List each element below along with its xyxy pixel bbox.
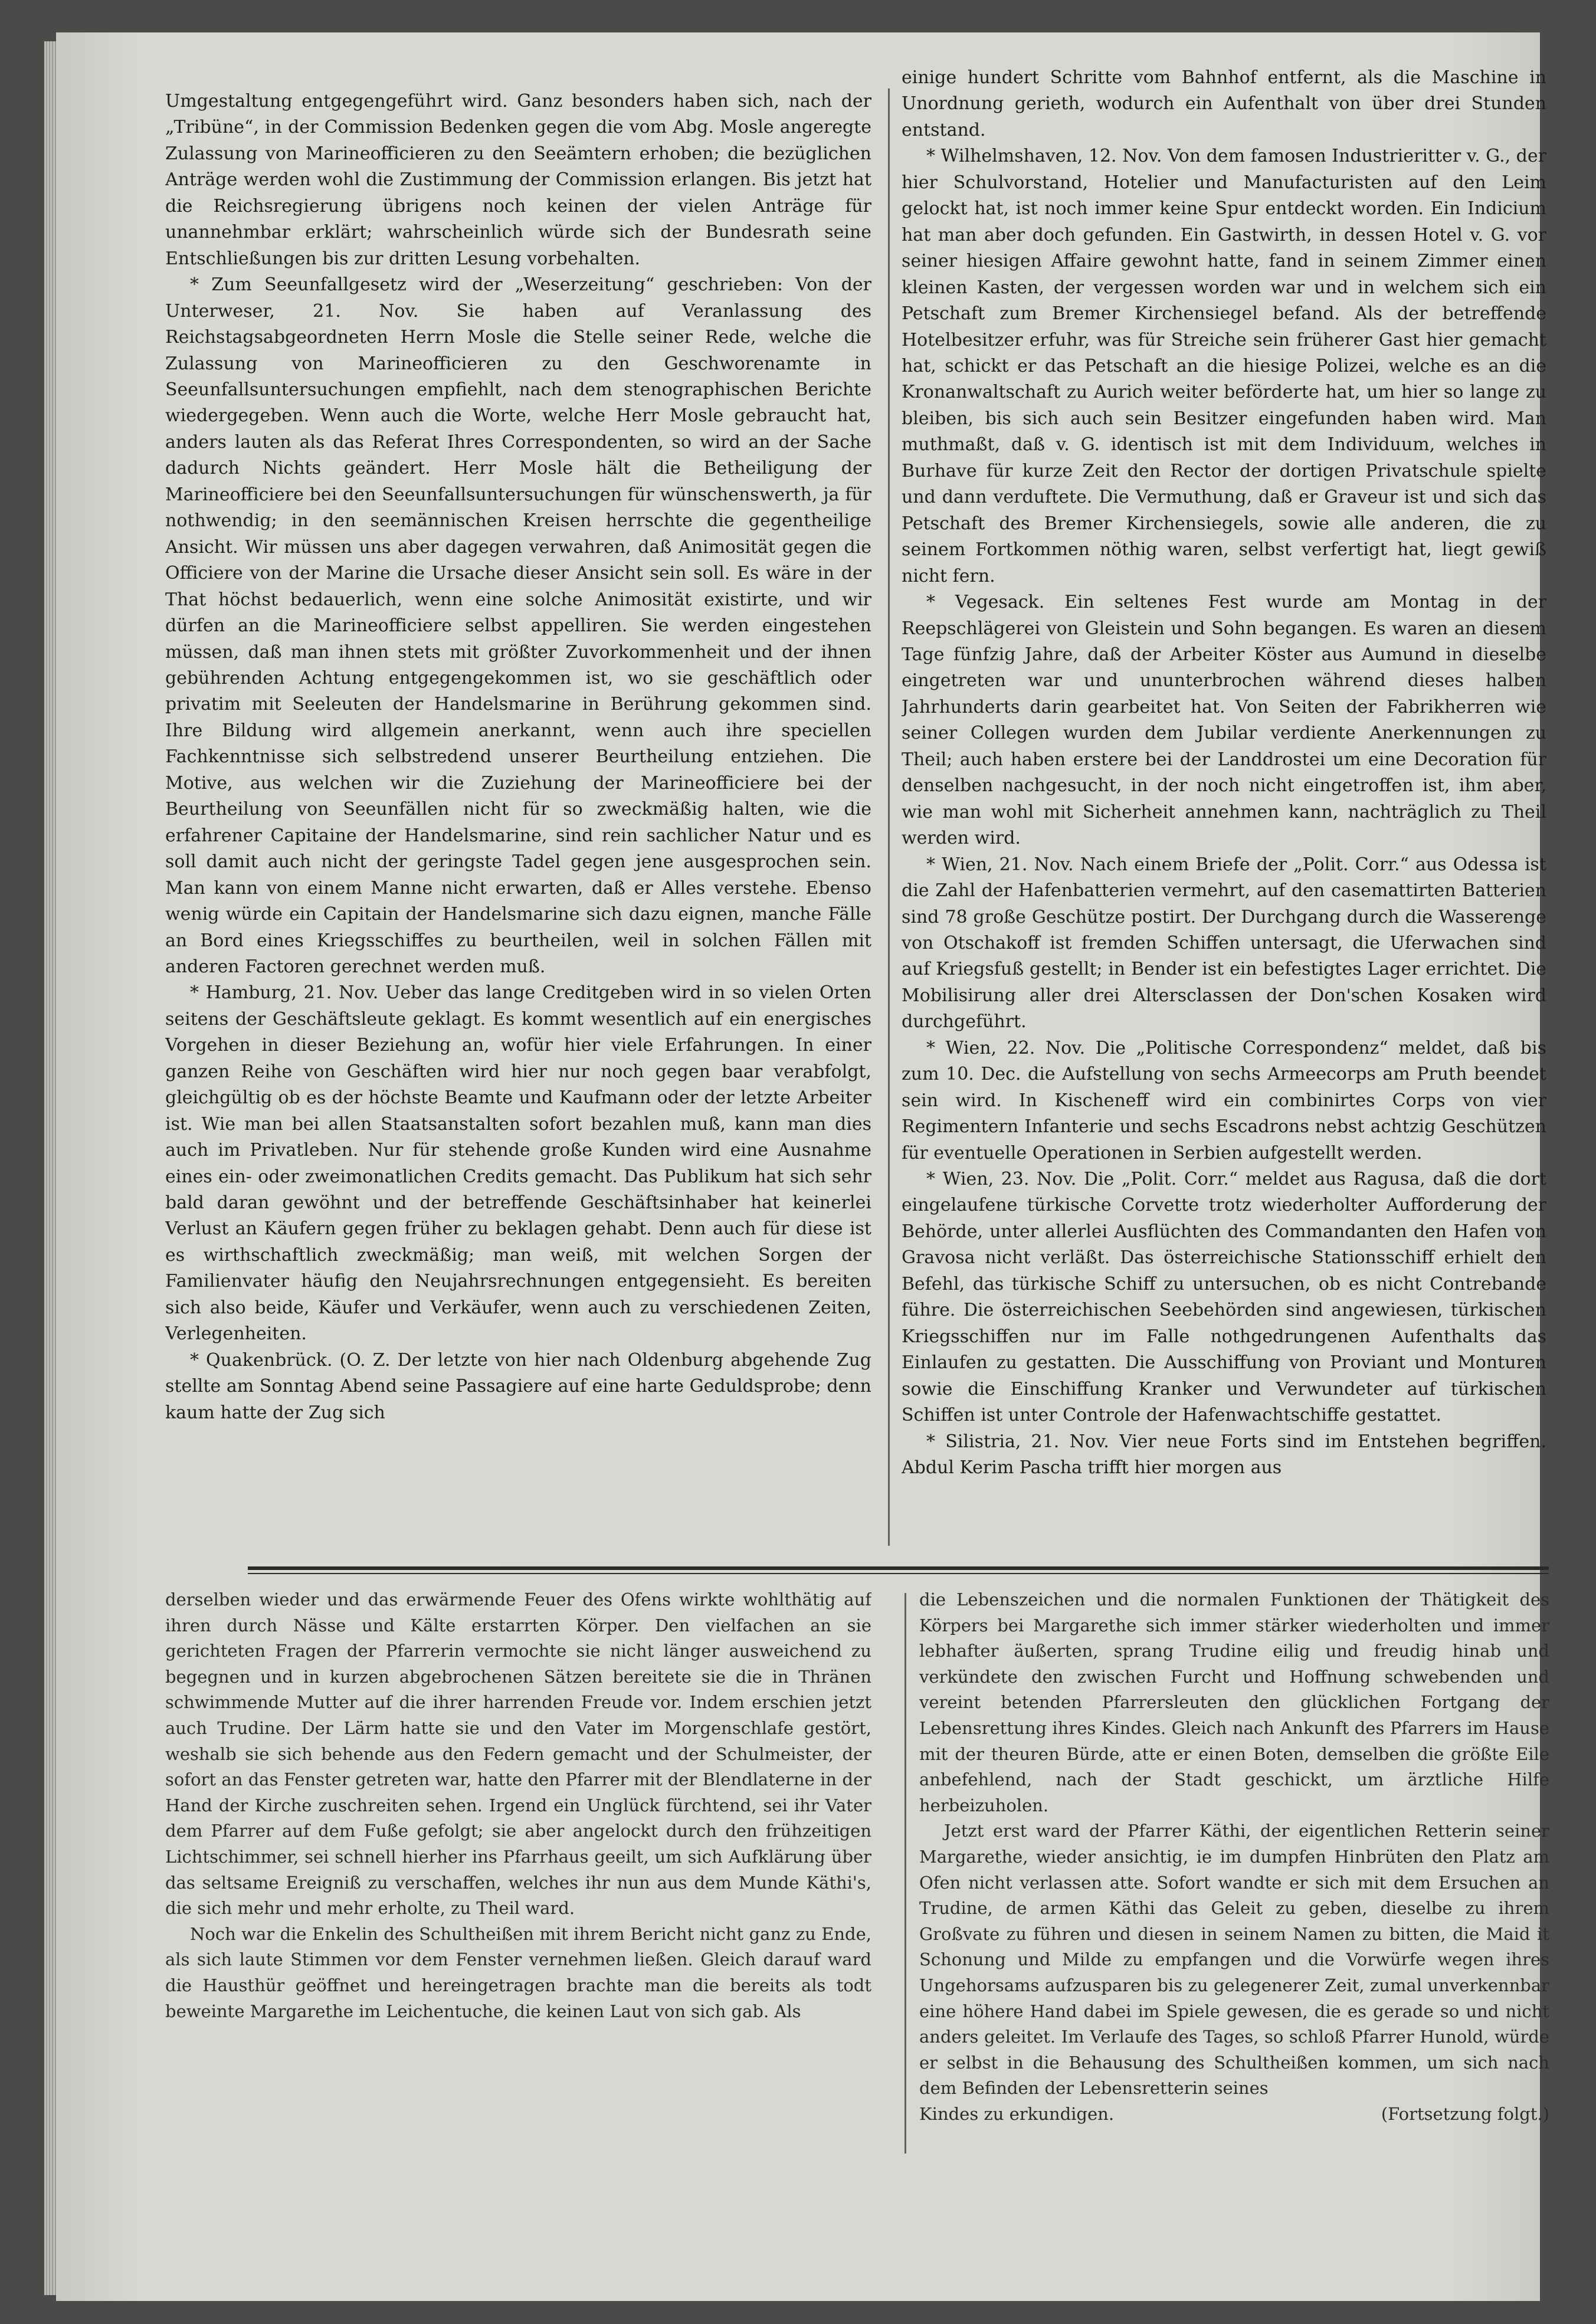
news-paragraph: * Quakenbrück. (O. Z. Der letzte von hier nach Oldenburg abgehende Zug stellte am Sonntag Abend seine Passagiere auf eine harte Geduldsprobe; denn kaum hatte der Zug sich — [165, 1349, 871, 1423]
feuilleton-column-left — [165, 1587, 871, 2171]
continuation-note: (Fortsetzung folgt.) — [1381, 2103, 1549, 2124]
news-paragraph: Umgestaltung entgegengeführt wird. Ganz besonders haben sich, nach der „Tribüne“, in der Commission Bedenken gegen die vom Abg. Mosle angeregte Zulassung von Marineofficieren zu den Seeämtern erhoben; die bezüglichen Anträge werden wohl die Zustimmung der Commission erlangen. Bis jetzt hat die Reichsregierung übrigens noch keinen der vielen Anträge für unannehmbar erklärt; wahrscheinlich würde sich der Bundesrath seine Entschließungen bis zur dritten Lesung vorbehalten. — [165, 91, 871, 269]
news-paragraph: * Wien, 22. Nov. Die „Politische Correspondenz“ meldet, daß bis zum 10. Dec. die Aufstellung von sechs Armeecorps am Pruth beendet sein wird. In Kischeneff wird ein combinirtes Corps von vier Regimentern Infanterie und sechs Escadrons nebst achtzig Geschützen für eventuelle Operationen in Serbien aufgestellt werden. — [902, 1037, 1546, 1163]
column-rule — [904, 1593, 906, 2153]
story-paragraph: die Lebenszeichen und die normalen Funktionen der Thätigkeit des Körpers bei Margarethe sich immer stärker wiederholten und immer lebhafter äußerten, sprang Trudine eilig und freudig hinab und verkündete den zwischen Furcht und Hoffnung schwebenden und vereint betenden Pfarrersleuten den glücklichen Fortgang der Lebensrettung ihres Kindes. Gleich nach Ankunft des Pfarrers im Hause mit der theuren Bürde, atte er einen Boten, demselben die größte Eile anbefehlend, nach der Stadt geschickt, um ärztliche Hilfe herbeizuholen. — [919, 1589, 1549, 1815]
story-paragraph: derselben wieder und das erwärmende Feuer des Ofens wirkte wohlthätig auf ihren durch Nässe und Kälte erstarrten Körper. Den vielfachen an sie gerichteten Fragen der Pfarrerin vermochte sie nicht länger ausweichend zu begegnen und in kurzen abgebrochenen Sätzen bereitete sie die in Thränen schwimmende Mutter auf die ihrer harrenden Freude vor. Indem erschien jetzt auch Trudine. Der Lärm hatte sie und den Vater im Morgenschlafe gestört, weshalb sie sich behende aus den Federn gemacht und der Schulmeister, der sofort an das Fenster getreten war, hatte den Pfarrer mit der Blendlaterne in der Hand der Kirche zuschreiten sehen. Irgend ein Unglück fürchtend, sei ihr Vater dem Pfarrer auf dem Fuße gefolgt; sie aber angelockt durch den frühzeitigen Lichtschimmer, sei schnell hierher ins Pfarrhaus geeilt, um sich Aufklärung über das seltsame Ereigniß zu verschaffen, welches ihr nun aus dem Munde Käthi's, die sich mehr und mehr erholte, zu Theil ward. — [165, 1589, 871, 1919]
story-paragraph: Jetzt erst ward der Pfarrer Käthi, der eigentlichen Retterin seiner Margarethe, wieder ansichtig, ie im dumpfen Hinbrüten den Platz am Ofen nicht verlassen atte. Sofort wandte er sich mit dem Ersuchen an Trudine, de armen Käthi das Geleit zu geben, dieselbe zu ihrem Großvate zu führen und diesen in seinem Namen zu bitten, die Maid it Schonung und Milde zu empfangen und die Vorwürfe wegen ihres Ungehorsams aufzusparen bis zu gelegenerer Zeit, zumal unverkennbar eine höhere Hand dabei im Spiele gewesen, die es gerade so und nicht anders geleitet. Im Verlaufe des Tages, so schloß Pfarrer Hunold, würde er selbst in die Behausung des Schultheißen kommen, um sich nach dem Befinden der Lebensretterin seines — [919, 1821, 1549, 2099]
story-last-line — [919, 2102, 1549, 2128]
story-paragraph: Noch war die Enkelin des Schultheißen mit ihrem Bericht nicht ganz zu Ende, als sich laute Stimmen vor dem Fenster vernehmen ließen. Gleich darauf ward die Hausthür geöffnet und hereingetragen brachte man die bereits als todt beweinte Margarethe im Leichentuche, die keinen Laut von sich gab. Als — [165, 1923, 871, 2021]
feuilleton-column-right — [919, 1587, 1549, 2171]
news-paragraph: einige hundert Schritte vom Bahnhof entfernt, als die Maschine in Unordnung gerieth, wodurch ein Aufenthalt von über drei Stunden entstand. — [902, 67, 1546, 140]
feuilleton-separator-thin — [248, 1573, 1549, 1574]
news-paragraph: * Wilhelmshaven, 12. Nov. Von dem famosen Industrieritter v. G., der hier Schulvorstand, Hotelier und Manufacturisten auf den Leim gelockt hat, ist noch immer keine Spur entdeckt worden. Ein Indicium hat man aber doch gefunden. Ein Gastwirth, in dessen Hotel v. G. vor seiner hiesigen Affaire gewohnt hatte, fand in seinem Zimmer einen kleinen Kasten, der vergessen worden war und in welchem sich ein Petschaft zum Bremer Kirchensiegel befand. Als der betreffende Hotelbesitzer erfuhr, was für Streiche sein früherer Gast hier gemacht hat, schickt er das Petschaft an die hiesige Polizei, welche es an die Kronanwaltschaft zu Aurich weiter beförderte hat, um hier so lange zu bleiben, bis sich auch sein Besitzer eingefunden haben wird. Man muthmaßt, daß v. G. identisch ist mit dem Individuum, welches in Burhave für kurze Zeit den Rector der dortigen Privatschule spielte und dann verduftete. Die Vermuthung, daß er Graveur ist und sich das Petschaft des Bremer Kirchensiegels, sowie alle anderen, die zu seinem Fortkommen nöthig waren, selbst verfertigt hat, liegt gewiß nicht fern. — [902, 146, 1546, 586]
news-paragraph: * Wien, 23. Nov. Die „Polit. Corr.“ meldet aus Ragusa, daß die dort eingelaufene türkische Corvette trotz wiederholter Aufforderung der Behörde, unter allerlei Ausflüchten des Commandanten den Hafen von Gravosa nicht verläßt. Das österreichische Stationsschiff erhielt den Befehl, das türkische Schiff zu untersuchen, ob es nicht Contrebande führe. Die österreichischen Seebehörden sind angewiesen, türkischen Kriegsschiffen nur im Falle nothgedrungenen Aufenthalts das Einlaufen zu gestatten. Die Ausschiffung von Proviant und Monturen sowie die Einschiffung Kranker und Verwundeter auf türkischen Schiffen ist unter Controle der Hafenwachtschiffe gestattet. — [902, 1169, 1546, 1426]
feuilleton-separator — [248, 1566, 1549, 1570]
news-column-left — [165, 88, 871, 1546]
news-paragraph: * Zum Seeunfallgesetz wird der „Weserzeitung“ geschrieben: Von der Unterweser, 21. Nov. Sie haben auf Veranlassung des Reichstagsabgeordneten Herrn Mosle die Stelle seiner Rede, welche die Zulassung von Marineofficieren zu den Geschworenamte in Seeunfallsuntersuchungen empfiehlt, nach dem stenographischen Berichte wiedergegeben. Wenn auch die Worte, welche Herr Mosle gebraucht hat, anders lauten als das Referat Ihres Correspondenten, so wird an der Sache dadurch Nichts geändert. Herr Mosle hält die Betheiligung der Marineofficiere bei den Seeunfallsuntersuchungen für wünschenswerth, ja für nothwendig; in den seemännischen Kreisen herrschte die gegentheilige Ansicht. Wir müssen uns aber dagegen verwahren, daß Animosität gegen die Officiere von der Marine die Ursache dieser Ansicht sein soll. Es wäre in der That höchst bedauerlich, wenn eine solche Animosität existirte, und wir dürfen an die Marineofficiere selbst appelliren. Sie werden eingestehen müssen, daß man ihnen stets mit größter Zuvorkommenheit und der ihnen gebührenden Achtung entgegengekommen ist, wo sie geschäftlich oder privatim mit Seeleuten der Handelsmarine in Berührung gekommen sind. Ihre Bildung wird allgemein anerkannt, wenn auch ihre speciellen Fachkenntnisse sich selbstredend unserer Beurtheilung entziehen. Die Motive, aus welchen wir die Zuziehung der Marineofficiere bei der Beurtheilung von Seeunfällen nicht für so zweckmäßig halten, wie die erfahrener Capitaine der Handelsmarine, sind rein sachlicher Natur und es soll damit auch nicht der geringste Tadel gegen jene ausgesprochen sein. Man kann von einem Manne nicht erwarten, daß er Alles verstehe. Ebenso wenig würde ein Capitain der Handelsmarine sich dazu eignen, manche Fälle an Bord eines Kriegsschiffes zu beurtheilen, weil in solchen Fällen mit anderen Factoren gerechnet werden muß. — [165, 274, 871, 977]
news-paragraph: * Silistria, 21. Nov. Vier neue Forts sind im Entstehen begriffen. Abdul Kerim Pascha trifft hier morgen aus — [902, 1431, 1546, 1479]
column-rule — [888, 88, 890, 1546]
news-paragraph: * Vegesack. Ein seltenes Fest wurde am Montag in der Reepschlägerei von Gleistein und Sohn begangen. Es waren an diesem Tage fünfzig Jahre, daß der Arbeiter Köster aus Aumund in dieselbe eingetreten war und ununterbrochen während dieses halben Jahrhunderts darin gearbeitet hat. Von Seiten der Fabrikherren wie seiner Collegen wurden dem Jubilar verdiente Anerkennungen zu Theil; auch haben erstere bei der Landdrostei um eine Decoration für denselben nachgesucht, in der noch nicht eingetroffen ist, ihm aber, wie man wohl mit Sicherheit annehmen kann, nachträglich zu Theil werden wird. — [902, 592, 1546, 849]
news-paragraph: * Wien, 21. Nov. Nach einem Briefe der „Polit. Corr.“ aus Odessa ist die Zahl der Hafenbatterien vermehrt, auf den casemattirten Batterien sind 78 große Geschütze postirt. Der Durchgang durch die Wasserenge von Otschakoff ist fremden Schiffen untersagt, die Uferwachen sind auf Kriegsfuß gestellt; in Bender ist ein befestigtes Lager errichtet. Die Mobilisirung aller drei Altersclassen der Don'schen Kosaken wird durchgeführt. — [902, 854, 1546, 1032]
news-paragraph: * Hamburg, 21. Nov. Ueber das lange Creditgeben wird in so vielen Orten seitens der Geschäftsleute geklagt. Es kommt wesentlich auf ein energisches Vorgehen in dieser Beziehung an, wofür hier viele Erfahrungen. In einer ganzen Reihe von Geschäften wird hier nur noch gegen baar verabfolgt, gleichgültig ob es der höchste Beamte und Kaufmann oder der letzte Arbeiter ist. Wie man bei allen Staatsanstalten sofort bezahlen muß, kann man dies auch im Privatleben. Nur für stehende große Kunden wird eine Ausnahme eines ein- oder zweimonatlichen Credits gemacht. Das Publikum hat sich sehr bald daran gewöhnt und der betreffende Geschäftsinhaber hat keinerlei Verlust an Käufern gegen früher zu beklagen gehabt. Denn auch für diese ist es wirthschaftlich zweckmäßig; man weiß, mit welchen Sorgen der Familienvater häufig den Neujahrsrechnungen entgegensieht. Es bereiten sich also beide, Käufer und Verkäufer, wenn auch zu verschiedenen Zeiten, Verlegenheiten. — [165, 982, 871, 1345]
news-column-right — [902, 65, 1546, 1546]
story-last-words: Kindes zu erkundigen. — [919, 2103, 1115, 2124]
